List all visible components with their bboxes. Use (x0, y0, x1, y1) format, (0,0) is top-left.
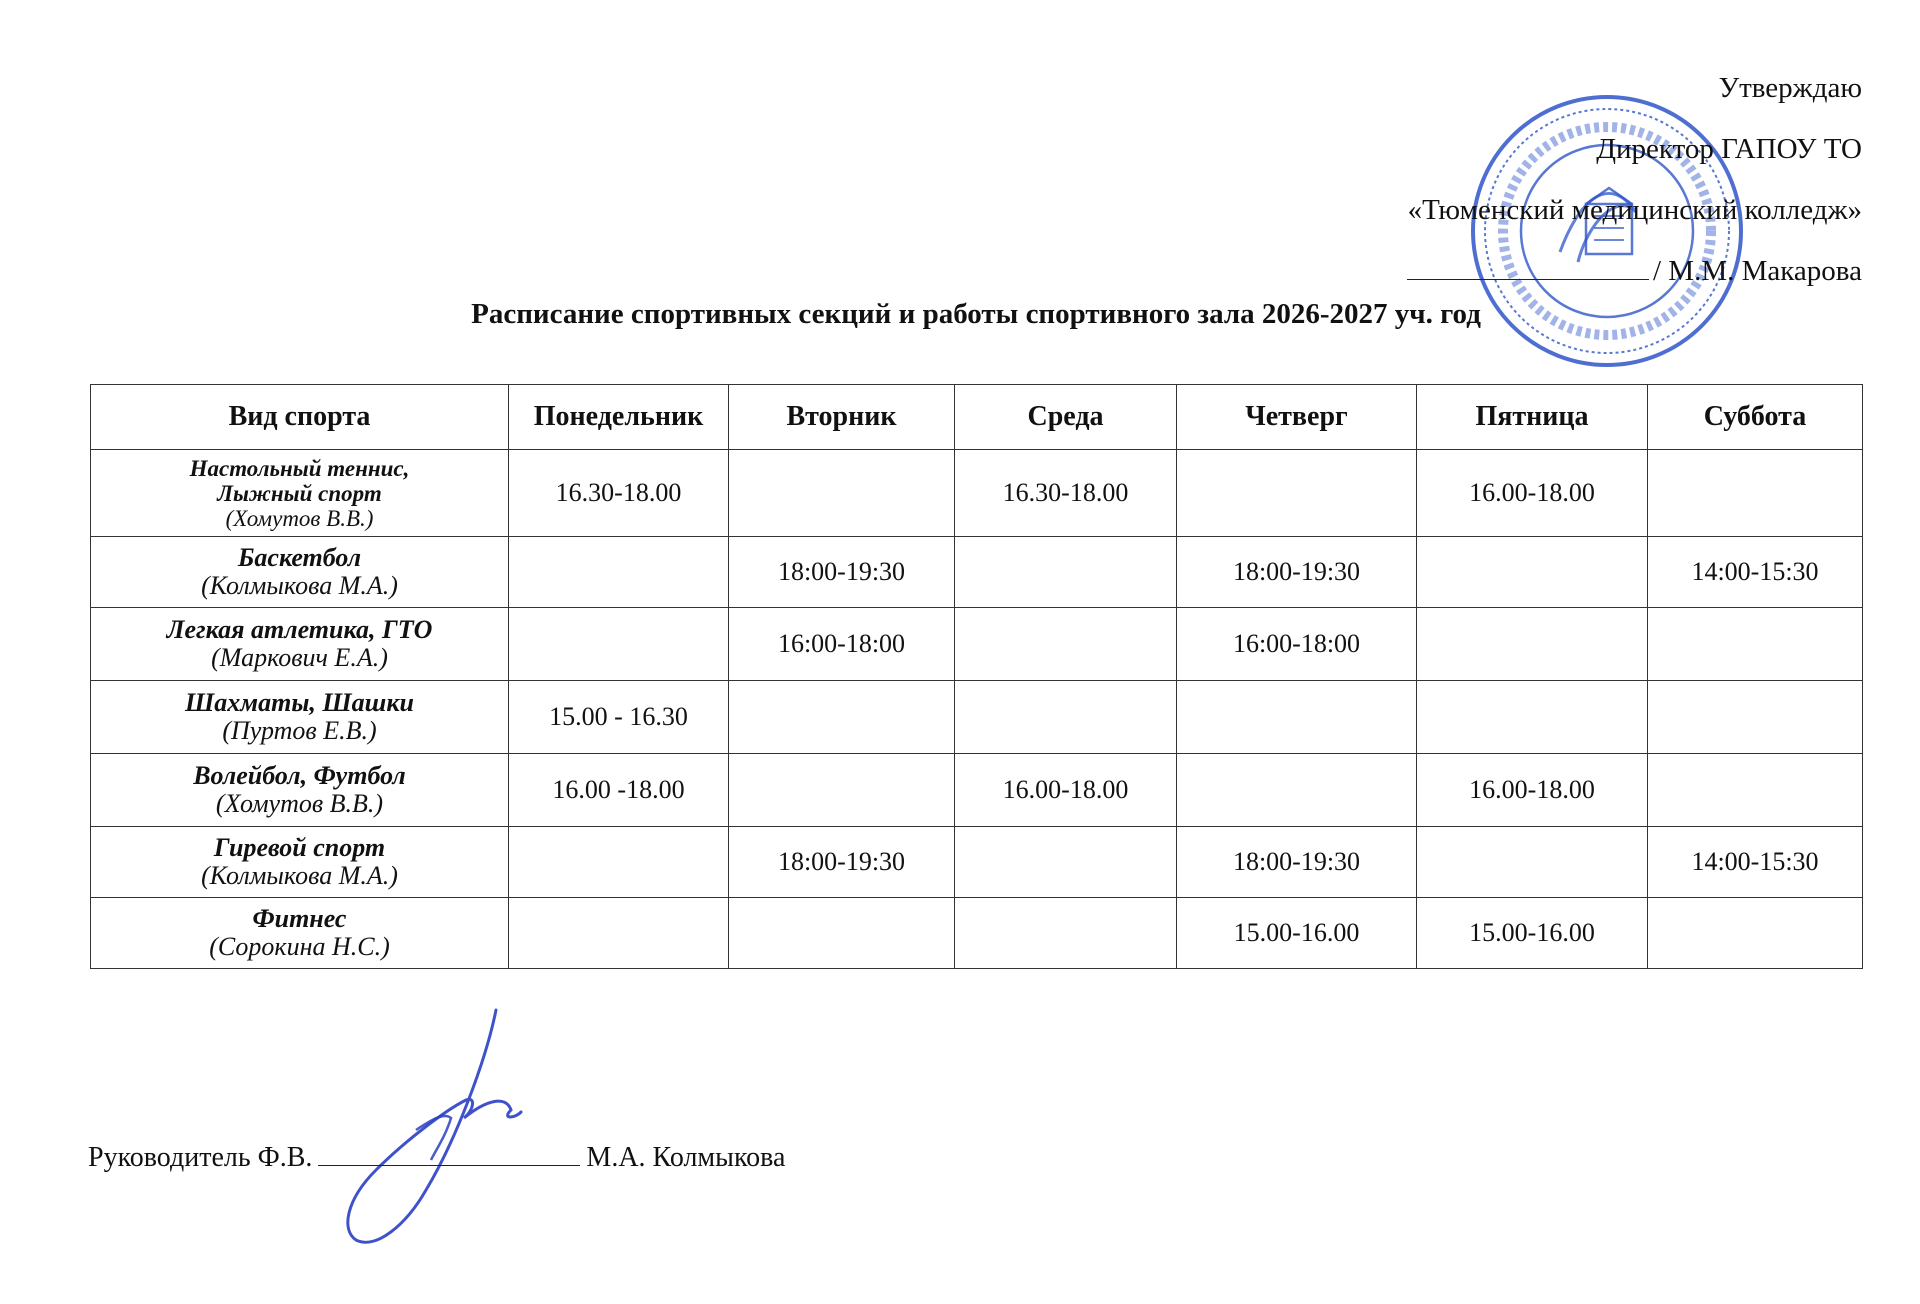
time-cell (955, 898, 1177, 969)
table-row (91, 537, 1863, 608)
column-header: Вид спорта (91, 385, 509, 450)
time-cell (1648, 754, 1863, 827)
sport-cell (91, 754, 509, 827)
sport-name: Шахматы, Шашки (185, 688, 414, 717)
time-cell (729, 898, 955, 969)
time-cell: 14:00-15:30 (1648, 537, 1863, 608)
approval-signature-line (1407, 241, 1862, 302)
time-cell: 18:00-19:30 (729, 827, 955, 898)
schedule-table (90, 384, 1863, 969)
table-header-row (91, 385, 1863, 450)
time-cell (1177, 754, 1417, 827)
time-cell (1177, 450, 1417, 537)
document-title: Расписание спортивных секций и работы спортивного зала 2026-2027 уч. год (471, 298, 1481, 330)
sport-name: Фитнес (252, 904, 347, 933)
sport-name: Настольный теннис, Лыжный спорт (189, 455, 410, 506)
coach-name: (Хомутов В.В.) (225, 505, 374, 531)
time-cell: 14:00-15:30 (1648, 827, 1863, 898)
sport-name: Волейбол, Футбол (193, 761, 406, 790)
coach-name: (Колмыкова М.А.) (201, 571, 398, 600)
coach-name: (Колмыкова М.А.) (201, 861, 398, 890)
time-cell (509, 827, 729, 898)
time-cell: 16:00-18:00 (729, 608, 955, 681)
column-header: Суббота (1648, 385, 1863, 450)
column-header: Четверг (1177, 385, 1417, 450)
time-cell: 16:00-18:00 (1177, 608, 1417, 681)
time-cell (509, 898, 729, 969)
time-cell (729, 681, 955, 754)
column-header: Пятница (1417, 385, 1648, 450)
approval-organization: «Тюменский медицинский колледж» (1407, 194, 1862, 226)
time-cell: 16.30-18.00 (955, 450, 1177, 537)
sport-name: Легкая атлетика, ГТО (166, 615, 433, 644)
column-header: Вторник (729, 385, 955, 450)
time-cell (1648, 898, 1863, 969)
time-cell: 18:00-19:30 (729, 537, 955, 608)
footer-name: М.А. Колмыкова (586, 1142, 786, 1173)
time-cell (1417, 681, 1648, 754)
time-cell (509, 608, 729, 681)
approval-signatory: / М.М. Макарова (1653, 255, 1862, 287)
coach-name: (Маркович Е.А.) (211, 643, 388, 672)
footer-signature-line (88, 1142, 785, 1174)
time-cell (1417, 827, 1648, 898)
sport-cell (91, 827, 509, 898)
time-cell: 15.00-16.00 (1177, 898, 1417, 969)
time-cell: 18:00-19:30 (1177, 827, 1417, 898)
time-cell (1648, 681, 1863, 754)
column-header: Понедельник (509, 385, 729, 450)
table-row (91, 754, 1863, 827)
time-cell (1417, 608, 1648, 681)
approval-line: Утверждаю (1718, 72, 1862, 104)
time-cell (729, 450, 955, 537)
handwritten-signature-icon (336, 1000, 526, 1250)
time-cell: 18:00-19:30 (1177, 537, 1417, 608)
time-cell: 16.00-18.00 (955, 754, 1177, 827)
table-row (91, 827, 1863, 898)
table-row (91, 450, 1863, 537)
time-cell: 16.00 -18.00 (509, 754, 729, 827)
time-cell (509, 537, 729, 608)
sport-name: Баскетбол (237, 543, 362, 572)
time-cell (955, 681, 1177, 754)
coach-name: (Пуртов Е.В.) (222, 716, 377, 745)
table-row (91, 681, 1863, 754)
time-cell: 15.00-16.00 (1417, 898, 1648, 969)
time-cell: 16.00-18.00 (1417, 450, 1648, 537)
time-cell (729, 754, 955, 827)
time-cell: 16.30-18.00 (509, 450, 729, 537)
table-row (91, 898, 1863, 969)
coach-name: (Хомутов В.В.) (215, 789, 384, 818)
approval-position: Директор ГАПОУ ТО (1596, 133, 1862, 165)
coach-name: (Сорокина Н.С.) (209, 932, 390, 961)
column-header: Среда (955, 385, 1177, 450)
table-row (91, 608, 1863, 681)
sport-cell (91, 681, 509, 754)
sport-cell (91, 608, 509, 681)
time-cell (1177, 681, 1417, 754)
time-cell: 16.00-18.00 (1417, 754, 1648, 827)
sport-cell (91, 537, 509, 608)
footer-underline (318, 1143, 580, 1166)
time-cell: 15.00 - 16.30 (509, 681, 729, 754)
signature-underline (1407, 255, 1649, 280)
time-cell (955, 537, 1177, 608)
time-cell (1648, 608, 1863, 681)
time-cell (955, 608, 1177, 681)
time-cell (955, 827, 1177, 898)
time-cell (1648, 450, 1863, 537)
sport-name: Гиревой спорт (213, 833, 386, 862)
approval-block (1407, 58, 1862, 302)
sport-cell (91, 898, 509, 969)
time-cell (1417, 537, 1648, 608)
sport-cell (91, 450, 509, 537)
footer-role: Руководитель Ф.В. (88, 1142, 313, 1173)
